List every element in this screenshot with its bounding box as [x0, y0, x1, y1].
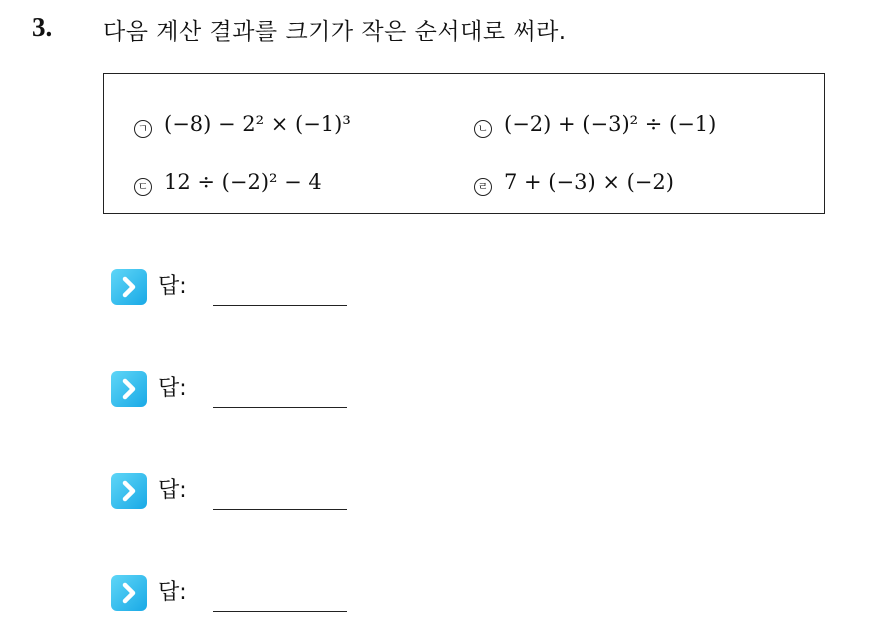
circled-marker: ㄹ	[474, 178, 492, 196]
expression-text: (−2) + (−3)² ÷ (−1)	[504, 112, 717, 136]
expression-item-c	[134, 170, 322, 195]
expression-text: 12 ÷ (−2)² − 4	[164, 170, 322, 194]
answer-row	[111, 572, 371, 612]
expression-item-b	[474, 112, 716, 137]
expression-text: 7 + (−3) × (−2)	[504, 170, 674, 194]
answer-label: 답:	[158, 274, 187, 299]
answer-blank[interactable]	[213, 611, 347, 612]
expression-item-d	[474, 170, 674, 195]
chevron-right-icon	[111, 371, 147, 407]
question-number: 3.	[32, 12, 53, 42]
answer-blank[interactable]	[213, 407, 347, 408]
answer-blank[interactable]	[213, 509, 347, 510]
answer-blank[interactable]	[213, 305, 347, 306]
answer-label: 답:	[158, 478, 187, 503]
question-text: 다음 계산 결과를 크기가 작은 순서대로 써라.	[103, 19, 567, 45]
expression-text: (−8) − 2² × (−1)³	[164, 112, 351, 136]
circled-marker: ㄱ	[134, 120, 152, 138]
answer-label: 답:	[158, 376, 187, 401]
chevron-right-icon	[111, 269, 147, 305]
circled-marker: ㄴ	[474, 120, 492, 138]
expression-item-a	[134, 112, 351, 137]
chevron-right-icon	[111, 473, 147, 509]
chevron-right-icon	[111, 575, 147, 611]
answer-row	[111, 368, 371, 408]
circled-marker: ㄷ	[134, 178, 152, 196]
answer-label: 답:	[158, 580, 187, 605]
answer-row	[111, 266, 371, 306]
expression-box	[103, 73, 825, 214]
answer-row	[111, 470, 371, 510]
